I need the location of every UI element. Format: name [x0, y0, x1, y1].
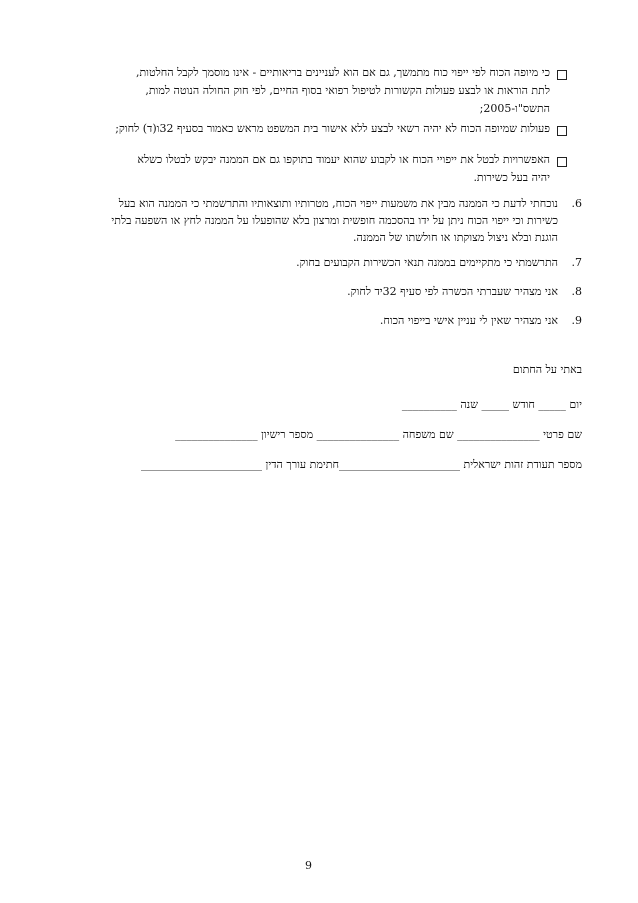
checkbox-item-2-line-1: פעולות שמיופה הכוח לא יהיה רשאי לבצע ללא אישור בית המשפט מראש כאמור בסעיף 32ו(ד) לחוק;	[115, 122, 550, 135]
checkbox-item-3-line-2: יהיה בעל כשירות.	[473, 171, 550, 184]
item-7-text: התרשמתי כי מתקיימים בממנה תנאי הכשירות הקבועים בחוק.	[296, 256, 558, 269]
item-number: 6.	[571, 197, 582, 210]
item-6-line-1: נוכחתי לדעת כי הממנה מבין את משמעות ייפוי הכוח, מטרותיו ותוצאותיו והתרשמתי כי הממנה הוא בעל	[118, 197, 558, 210]
checkbox-item-3-line-1: האפשרויות לבטל את ייפויי הכוח או לקבוע שהוא יעמוד בתוקפו גם אם הממנה יבקש לבטלו כשלא	[137, 153, 550, 166]
item-6-line-2: כשירות וכי ייפוי הכוח ניתן על ידו בהסכמה חופשית ומרצון בלא שהופעלו על הממנה לחץ או השפעה בלתי	[111, 214, 558, 227]
name-license-line[interactable]: שם פרטי _______________ שם משפחה _______________ מספר רישיון _______________	[175, 428, 582, 441]
checkbox-item-1-line-1: כי מיופה הכוח לפי ייפוי כוח מתמשך, גם אם הוא לעניינים בריאותיים - אינו מוסמך לקבל החלטות,	[135, 66, 550, 79]
item-6-line-3: הוגנת ובלא ניצול מצוקתו או חולשתו של הממנה.	[353, 231, 558, 244]
date-line[interactable]: יום _____ חודש _____ שנה __________	[401, 398, 582, 411]
checkbox-item-1-line-2: לתת הוראות או לבצע פעולות הקשורות לטיפול רפואי בסוף החיים, לפי חוק החולה הנוטה למות,	[145, 84, 550, 97]
id-signature-line[interactable]: מספר תעודת זהות ישראלית ______________________חתימת עורך הדין ______________________	[141, 458, 582, 471]
checkbox[interactable]	[557, 70, 567, 80]
checkbox[interactable]	[557, 157, 567, 167]
item-number: 7.	[571, 256, 582, 269]
signature-heading: באתי על החתום	[512, 363, 582, 376]
item-number: 9.	[571, 314, 582, 327]
item-number: 8.	[571, 285, 582, 298]
checkbox-item-1-line-3: התשס"ו-2005;	[479, 102, 550, 115]
item-8-text: אני מצהיר שעברתי הכשרה לפי סעיף 32יד לחוק.	[347, 285, 558, 298]
checkbox[interactable]	[557, 126, 567, 136]
page-number: 9	[305, 859, 312, 872]
item-9-text: אני מצהיר שאין לי עניין אישי בייפוי הכוח.	[379, 314, 558, 327]
